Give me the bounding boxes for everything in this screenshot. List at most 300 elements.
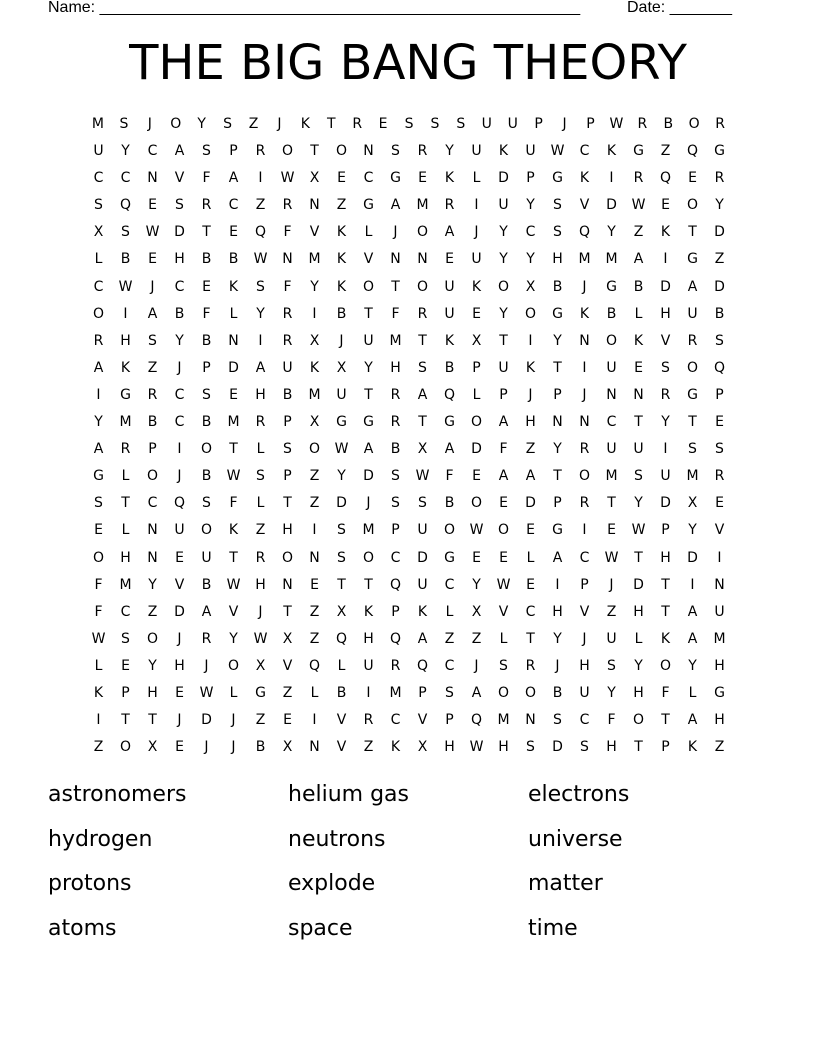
grid-letter: T — [688, 414, 697, 431]
grid-letter: U — [660, 468, 671, 485]
grid-letter: R — [417, 143, 428, 160]
grid-letter: R — [201, 197, 212, 214]
word-list-item: electrons — [528, 782, 630, 807]
grid-letter: E — [661, 197, 670, 214]
grid-letter: A — [687, 278, 698, 295]
grid-letter: B — [201, 251, 212, 268]
grid-letter: H — [255, 386, 266, 403]
grid-letter: S — [121, 224, 130, 241]
grid-letter: E — [283, 712, 292, 729]
grid-letter: R — [444, 197, 455, 214]
grid-letter: M — [578, 251, 591, 268]
grid-letter: F — [445, 468, 454, 485]
grid-letter: S — [499, 657, 508, 674]
grid-letter: Y — [553, 441, 562, 458]
grid-letter: M — [119, 414, 132, 431]
grid-letter: N — [147, 170, 158, 187]
grid-letter: E — [229, 386, 238, 403]
word-list — [48, 779, 768, 957]
grid-letter: J — [204, 657, 209, 674]
grid-letter: Y — [607, 224, 616, 241]
grid-letter: C — [120, 170, 131, 187]
grid-row — [85, 385, 733, 412]
grid-letter: O — [497, 684, 510, 701]
grid-letter: Z — [714, 739, 725, 756]
grid-letter: V — [498, 603, 509, 620]
grid-letter: N — [390, 251, 401, 268]
grid-letter: O — [524, 305, 537, 322]
grid-letter: Y — [634, 657, 643, 674]
grid-letter: J — [366, 495, 371, 512]
grid-letter: R — [282, 305, 293, 322]
grid-letter: M — [119, 576, 132, 593]
grid-letter: T — [121, 495, 130, 512]
header-row — [48, 0, 748, 19]
grid-row — [85, 656, 733, 683]
grid-row — [85, 548, 733, 575]
grid-letter: K — [660, 224, 671, 241]
grid-letter: P — [283, 414, 292, 431]
grid-letter: H — [444, 739, 455, 756]
grid-letter: J — [474, 224, 479, 241]
grid-letter: J — [562, 116, 567, 132]
grid-letter: W — [145, 224, 160, 241]
word-list-item: helium gas — [288, 782, 409, 807]
grid-letter: M — [389, 332, 402, 349]
grid-letter: P — [526, 170, 535, 187]
word-list-item: space — [288, 915, 353, 941]
grid-letter: G — [552, 522, 563, 539]
grid-letter: C — [174, 278, 185, 295]
grid-letter: T — [553, 468, 562, 485]
grid-letter: A — [417, 630, 428, 647]
grid-letter: S — [94, 495, 103, 512]
grid-letter: D — [498, 170, 509, 187]
grid-row — [85, 141, 733, 168]
grid-letter: T — [688, 224, 697, 241]
grid-letter: O — [200, 441, 213, 458]
grid-letter: B — [714, 305, 725, 322]
grid-letter: S — [553, 712, 562, 729]
grid-letter: P — [472, 359, 481, 376]
grid-letter: J — [277, 116, 282, 132]
word-list-item: matter — [528, 871, 603, 896]
grid-letter: U — [606, 441, 617, 458]
grid-letter: Z — [525, 441, 536, 458]
grid-letter: A — [633, 251, 644, 268]
grid-letter: J — [177, 468, 182, 485]
grid-letter: Z — [93, 739, 104, 756]
grid-letter: Z — [147, 359, 158, 376]
grid-letter: D — [417, 549, 428, 566]
grid-row — [85, 195, 733, 222]
grid-letter: E — [526, 576, 535, 593]
grid-letter: R — [282, 197, 293, 214]
grid-letter: U — [201, 549, 212, 566]
grid-letter: H — [120, 549, 131, 566]
grid-letter: J — [528, 386, 533, 403]
word-list-item: atoms — [48, 915, 117, 941]
grid-letter: F — [661, 684, 670, 701]
grid-letter: S — [391, 468, 400, 485]
grid-letter: Q — [470, 712, 483, 729]
grid-letter: E — [175, 739, 184, 756]
grid-letter: P — [202, 359, 211, 376]
grid-letter: N — [579, 332, 590, 349]
grid-row — [85, 710, 733, 737]
grid-letter: C — [93, 278, 104, 295]
grid-letter: P — [661, 739, 670, 756]
grid-letter: B — [201, 468, 212, 485]
grid-letter: K — [336, 224, 347, 241]
grid-letter: K — [579, 305, 590, 322]
grid-letter: K — [336, 251, 347, 268]
grid-row — [85, 683, 733, 710]
grid-row — [85, 575, 733, 602]
grid-letter: C — [363, 170, 374, 187]
grid-letter: K — [606, 143, 617, 160]
grid-letter: Z — [255, 197, 266, 214]
grid-letter: U — [471, 143, 482, 160]
grid-letter: O — [632, 712, 645, 729]
grid-letter: U — [606, 359, 617, 376]
grid-letter: K — [633, 332, 644, 349]
grid-letter: Q — [713, 359, 726, 376]
grid-letter: N — [309, 549, 320, 566]
grid-letter: I — [528, 332, 533, 349]
grid-letter: R — [93, 332, 104, 349]
grid-letter: K — [660, 630, 671, 647]
grid-letter: W — [469, 739, 484, 756]
grid-letter: Z — [660, 143, 671, 160]
grid-letter: V — [660, 332, 671, 349]
grid-letter: N — [552, 414, 563, 431]
grid-letter: T — [364, 305, 373, 322]
grid-letter: K — [300, 116, 310, 132]
grid-letter: O — [281, 143, 294, 160]
grid-letter: K — [363, 603, 374, 620]
grid-row — [85, 520, 733, 547]
grid-letter: T — [661, 576, 670, 593]
grid-letter: S — [418, 495, 427, 512]
grid-letter: W — [496, 576, 511, 593]
grid-letter: I — [312, 712, 317, 729]
grid-letter: H — [552, 603, 563, 620]
grid-letter: A — [147, 305, 158, 322]
grid-letter: U — [481, 116, 492, 132]
grid-letter: Y — [337, 468, 346, 485]
grid-letter: E — [715, 495, 724, 512]
grid-letter: U — [633, 441, 644, 458]
grid-letter: J — [147, 116, 152, 132]
grid-letter: X — [471, 603, 482, 620]
grid-letter: U — [579, 684, 590, 701]
grid-letter: M — [389, 684, 402, 701]
grid-letter: A — [525, 468, 536, 485]
grid-letter: P — [391, 603, 400, 620]
grid-letter: K — [93, 684, 104, 701]
grid-letter: J — [474, 657, 479, 674]
grid-letter: S — [526, 739, 535, 756]
grid-letter: T — [364, 386, 373, 403]
grid-letter: X — [471, 332, 482, 349]
grid-letter: U — [282, 359, 293, 376]
grid-letter: Q — [173, 495, 186, 512]
grid-letter: W — [253, 630, 268, 647]
grid-letter: F — [229, 495, 238, 512]
grid-letter: H — [282, 522, 293, 539]
grid-letter: S — [391, 495, 400, 512]
grid-letter: H — [714, 657, 725, 674]
grid-letter: J — [339, 332, 344, 349]
grid-letter: Y — [553, 630, 562, 647]
grid-letter: D — [606, 197, 617, 214]
grid-letter: F — [202, 170, 211, 187]
grid-letter: G — [363, 414, 374, 431]
grid-letter: O — [470, 495, 483, 512]
grid-letter: Q — [443, 386, 456, 403]
grid-letter: T — [418, 414, 427, 431]
grid-letter: Y — [715, 197, 724, 214]
grid-letter: C — [228, 197, 239, 214]
grid-letter: O — [146, 630, 159, 647]
grid-letter: G — [93, 468, 104, 485]
grid-letter: R — [390, 414, 401, 431]
grid-letter: T — [499, 332, 508, 349]
grid-letter: Q — [389, 630, 402, 647]
grid-letter: M — [605, 251, 618, 268]
grid-letter: D — [336, 495, 347, 512]
grid-letter: W — [609, 116, 624, 132]
grid-letter: G — [552, 170, 563, 187]
grid-row — [85, 168, 733, 195]
grid-letter: R — [363, 712, 374, 729]
grid-letter: W — [226, 576, 241, 593]
grid-letter: Y — [121, 143, 130, 160]
grid-letter: R — [660, 386, 671, 403]
grid-letter: U — [606, 630, 617, 647]
grid-letter: H — [660, 305, 671, 322]
grid-letter: Q — [308, 657, 321, 674]
grid-letter: K — [309, 359, 320, 376]
grid-letter: T — [229, 549, 238, 566]
grid-letter: D — [660, 278, 671, 295]
grid-letter: L — [337, 657, 346, 674]
grid-row — [85, 114, 733, 141]
grid-letter: E — [688, 170, 697, 187]
grid-letter: Z — [309, 468, 320, 485]
grid-letter: U — [363, 332, 374, 349]
grid-letter: P — [229, 143, 238, 160]
grid-letter: X — [336, 359, 347, 376]
grid-letter: M — [605, 468, 618, 485]
grid-letter: N — [363, 143, 374, 160]
grid-letter: T — [202, 224, 211, 241]
grid-letter: D — [228, 359, 239, 376]
grid-letter: E — [310, 576, 319, 593]
grid-letter: P — [715, 386, 724, 403]
word-list-item: neutrons — [288, 826, 386, 852]
grid-letter: T — [148, 712, 157, 729]
grid-letter: D — [363, 468, 374, 485]
grid-letter: X — [282, 739, 293, 756]
grid-letter: I — [312, 522, 317, 539]
grid-letter: C — [579, 712, 590, 729]
grid-letter: H — [579, 657, 590, 674]
grid-letter: X — [687, 495, 698, 512]
grid-letter: T — [391, 278, 400, 295]
grid-letter: S — [688, 441, 697, 458]
grid-letter: V — [336, 739, 347, 756]
grid-letter: B — [390, 441, 401, 458]
grid-letter: E — [121, 657, 130, 674]
grid-letter: L — [121, 468, 130, 485]
grid-letter: L — [94, 657, 103, 674]
grid-letter: K — [228, 522, 239, 539]
grid-letter: E — [148, 197, 157, 214]
grid-letter: Y — [499, 305, 508, 322]
grid-letter: A — [444, 224, 455, 241]
grid-letter: C — [390, 712, 401, 729]
word-list-item: universe — [528, 826, 623, 852]
grid-letter: Z — [309, 630, 320, 647]
grid-letter: U — [471, 251, 482, 268]
grid-letter: N — [309, 739, 320, 756]
grid-letter: Q — [659, 170, 672, 187]
grid-letter: U — [507, 116, 518, 132]
grid-letter: K — [336, 278, 347, 295]
grid-letter: H — [498, 739, 509, 756]
grid-letter: J — [582, 278, 587, 295]
grid-letter: F — [283, 278, 292, 295]
grid-letter: L — [229, 305, 238, 322]
grid-letter: M — [227, 414, 240, 431]
grid-letter: S — [580, 739, 589, 756]
grid-letter: P — [586, 116, 595, 132]
grid-letter: B — [633, 278, 644, 295]
grid-letter: I — [474, 197, 479, 214]
grid-letter: M — [308, 251, 321, 268]
grid-letter: Q — [119, 197, 132, 214]
grid-letter: F — [202, 305, 211, 322]
grid-letter: E — [229, 224, 238, 241]
page-title: THE BIG BANG THEORY — [129, 35, 687, 91]
grid-letter: O — [146, 468, 159, 485]
grid-letter: Y — [256, 305, 265, 322]
grid-letter: O — [281, 549, 294, 566]
grid-letter: B — [552, 278, 563, 295]
grid-letter: T — [283, 495, 292, 512]
grid-letter: L — [121, 522, 130, 539]
grid-letter: C — [174, 386, 185, 403]
grid-letter: N — [228, 332, 239, 349]
grid-letter: S — [553, 224, 562, 241]
grid-letter: Y — [148, 576, 157, 593]
grid-letter: R — [525, 657, 536, 674]
grid-letter: G — [714, 684, 725, 701]
grid-letter: R — [390, 386, 401, 403]
grid-letter: A — [390, 197, 401, 214]
grid-letter: I — [582, 359, 587, 376]
grid-letter: Z — [282, 684, 293, 701]
grid-letter: D — [660, 495, 671, 512]
grid-letter: E — [378, 116, 388, 132]
grid-letter: F — [94, 603, 103, 620]
grid-letter: H — [633, 684, 644, 701]
grid-letter: S — [94, 197, 103, 214]
grid-letter: X — [417, 441, 428, 458]
grid-letter: O — [92, 305, 105, 322]
grid-letter: L — [688, 684, 697, 701]
grid-letter: R — [255, 143, 266, 160]
grid-letter: C — [525, 224, 536, 241]
grid-letter: B — [201, 576, 212, 593]
grid-letter: B — [147, 414, 158, 431]
word-list-item: astronomers — [48, 782, 187, 807]
grid-letter: C — [147, 495, 158, 512]
grid-letter: G — [444, 414, 455, 431]
grid-letter: R — [255, 549, 266, 566]
grid-letter: V — [282, 657, 293, 674]
grid-letter: J — [609, 576, 614, 593]
grid-letter: J — [177, 630, 182, 647]
grid-letter: X — [93, 224, 104, 241]
grid-letter: O — [227, 657, 240, 674]
grid-letter: I — [555, 576, 560, 593]
grid-letter: C — [444, 576, 455, 593]
grid-letter: T — [553, 359, 562, 376]
grid-letter: K — [228, 278, 239, 295]
grid-letter: M — [713, 630, 726, 647]
grid-letter: D — [552, 739, 563, 756]
grid-letter: I — [177, 441, 182, 458]
grid-letter: K — [525, 359, 536, 376]
grid-letter: M — [416, 197, 429, 214]
grid-letter: X — [525, 278, 536, 295]
grid-letter: X — [309, 170, 320, 187]
grid-letter: A — [417, 386, 428, 403]
grid-letter: U — [93, 143, 104, 160]
grid-letter: Y — [310, 278, 319, 295]
grid-letter: O — [416, 278, 429, 295]
grid-letter: J — [582, 630, 587, 647]
grid-letter: N — [147, 549, 158, 566]
grid-letter: V — [363, 251, 374, 268]
grid-letter: K — [417, 603, 428, 620]
grid-letter: T — [661, 603, 670, 620]
grid-letter: W — [91, 630, 106, 647]
grid-letter: S — [715, 441, 724, 458]
grid-letter: H — [174, 657, 185, 674]
grid-letter: H — [174, 251, 185, 268]
grid-letter: T — [634, 549, 643, 566]
grid-letter: N — [282, 251, 293, 268]
grid-letter: Y — [661, 414, 670, 431]
grid-letter: D — [174, 224, 185, 241]
grid-row — [85, 249, 733, 276]
grid-letter: E — [175, 549, 184, 566]
grid-letter: M — [308, 386, 321, 403]
grid-letter: P — [148, 441, 157, 458]
grid-letter: R — [417, 305, 428, 322]
grid-letter: W — [253, 251, 268, 268]
grid-letter: V — [309, 224, 320, 241]
grid-letter: B — [444, 359, 455, 376]
grid-row — [85, 331, 733, 358]
grid-letter: C — [579, 549, 590, 566]
grid-letter: A — [444, 441, 455, 458]
grid-letter: X — [282, 630, 293, 647]
